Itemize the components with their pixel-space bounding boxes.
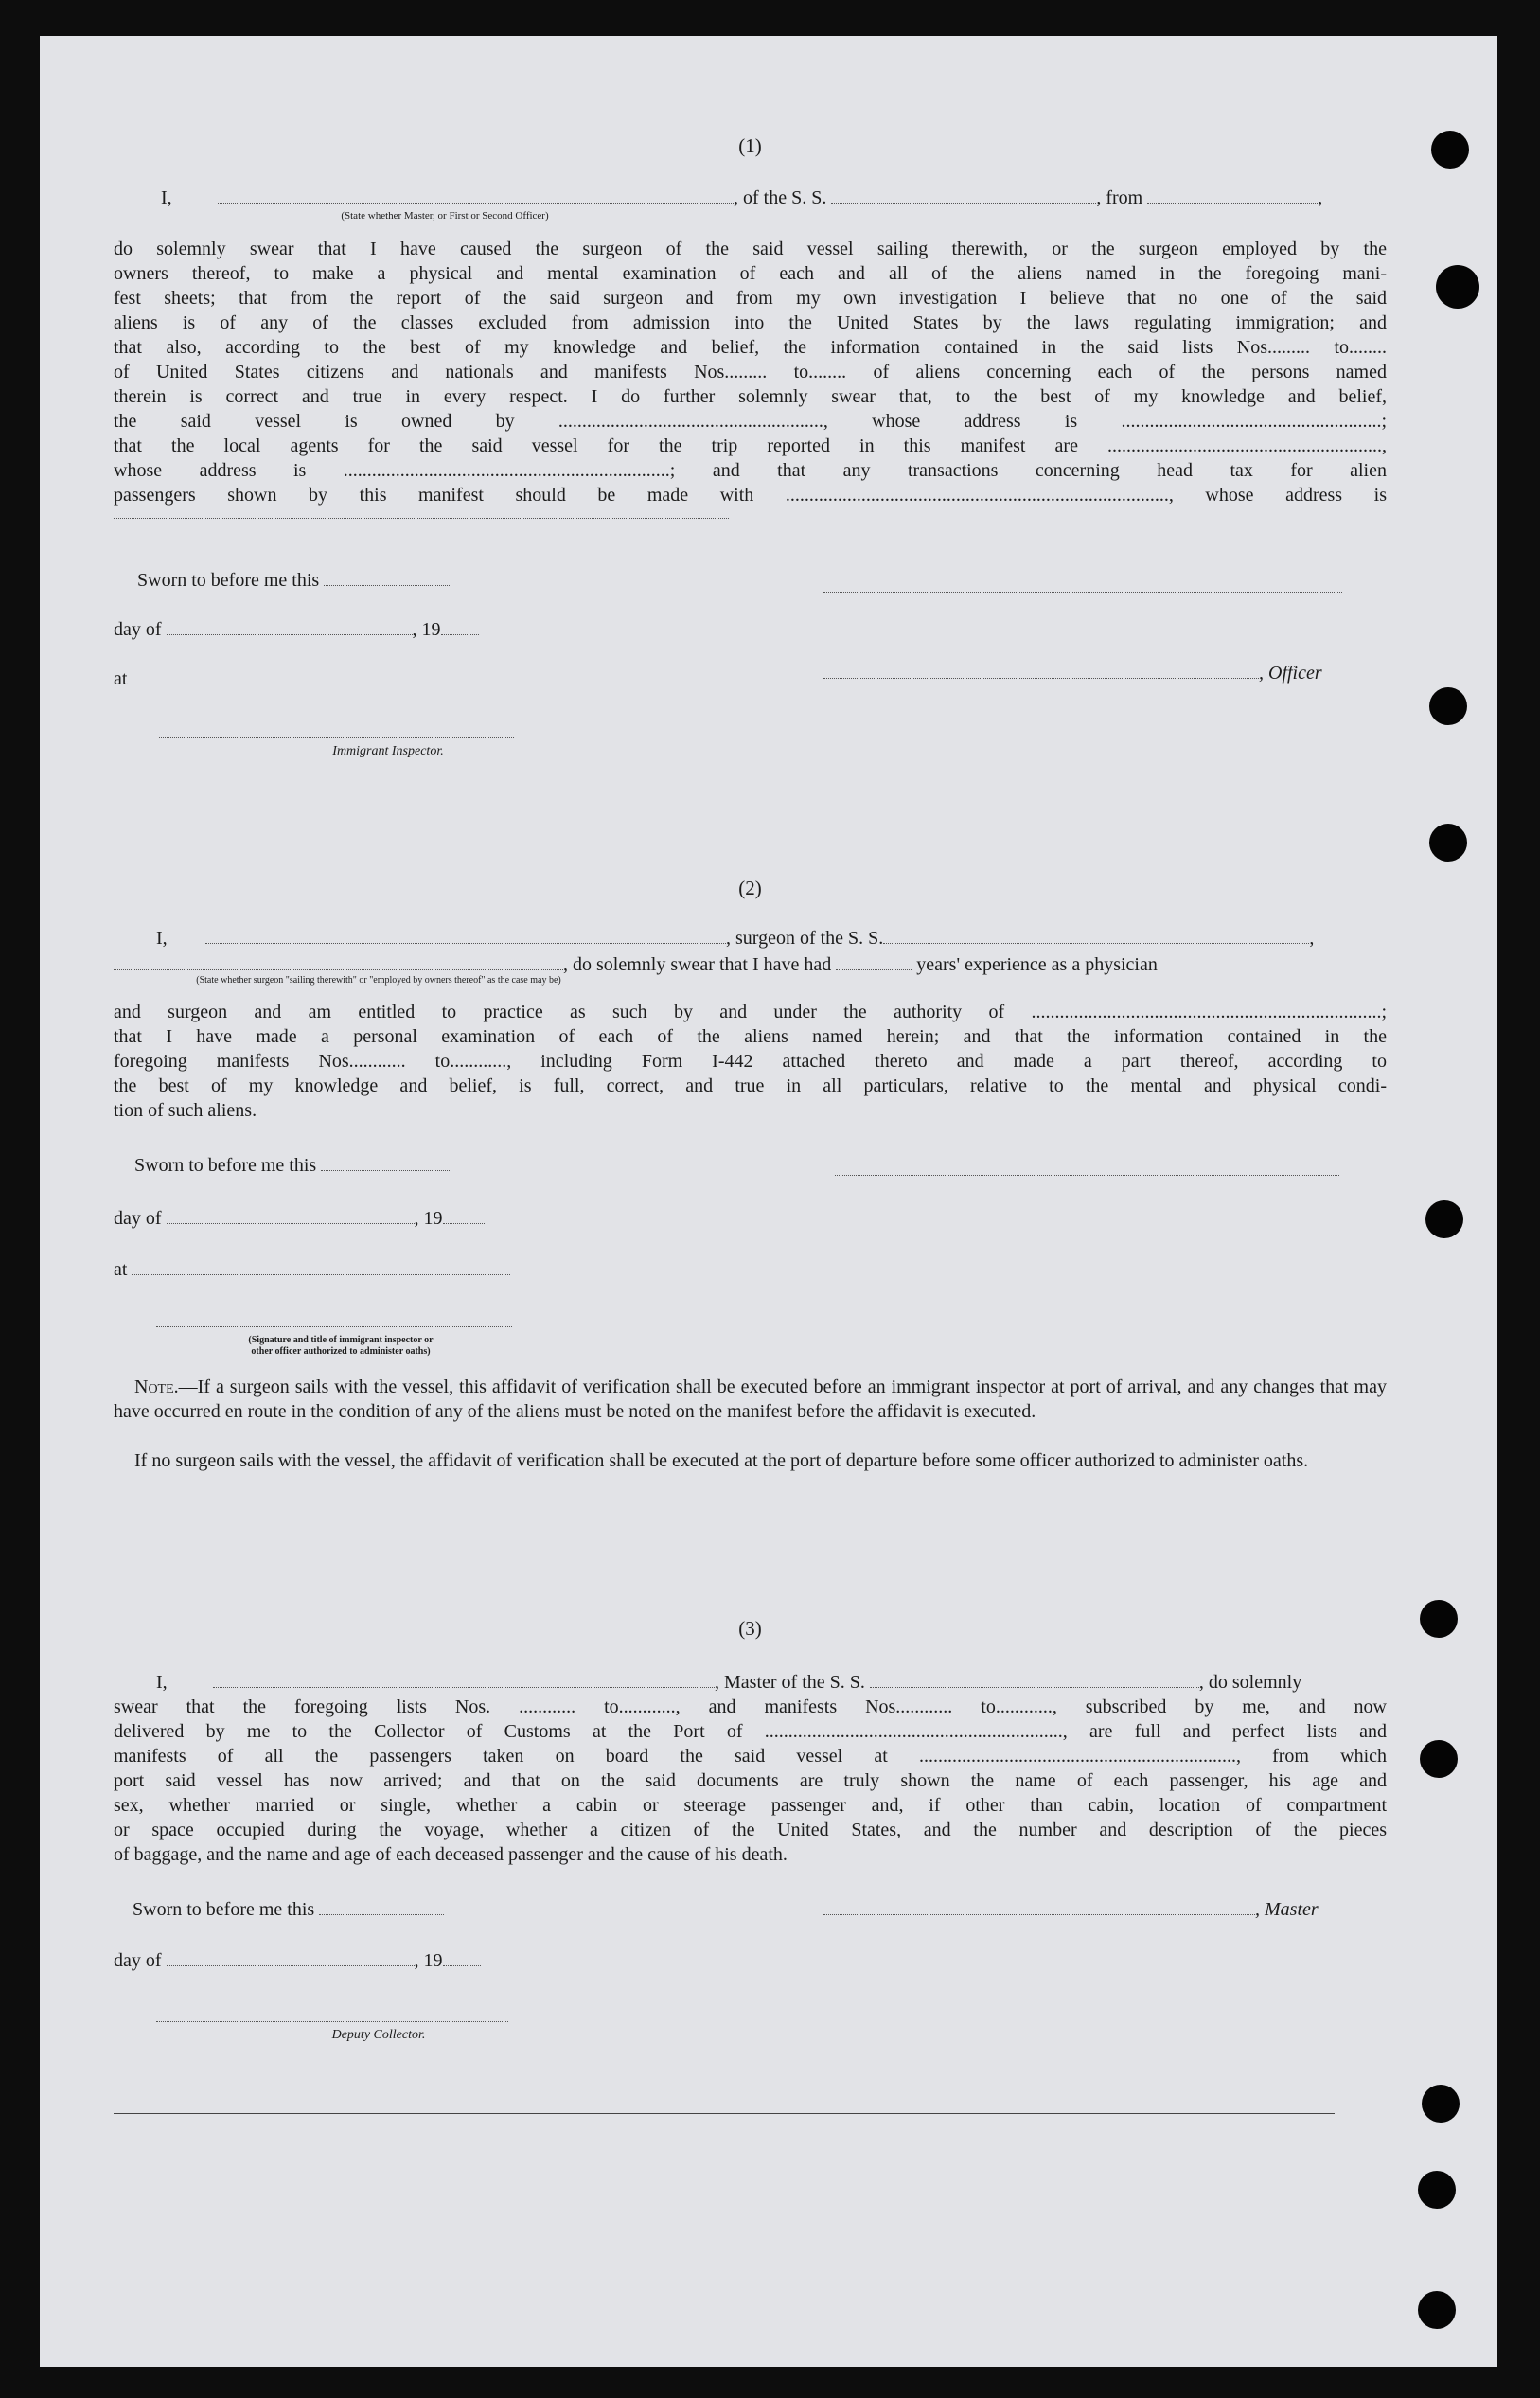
section-3-body-line: sex, whether married or single, whether a cabin or steerage passenger and, if other than cabin, location of compartment xyxy=(114,1795,1387,1816)
section-1-body-line: aliens is of any of the classes excluded from admission into the United States by the laws regulating immigration; and xyxy=(114,312,1387,333)
section-2-second-line xyxy=(114,952,1387,977)
section-3-body-line: port said vessel has now arrived; and that on the said documents are truly shown the name of each passenger, his age and xyxy=(114,1770,1387,1791)
place-field[interactable] xyxy=(132,666,515,684)
punch-hole xyxy=(1436,265,1479,309)
section-3-number: (3) xyxy=(738,1617,762,1640)
section-2-date xyxy=(114,1206,587,1231)
day-of-label: day of xyxy=(114,1950,162,1971)
section-2-body-line: and surgeon and am entitled to practice as such by and under the authority of ..........................................................................; xyxy=(114,1002,1387,1022)
form-page xyxy=(40,36,1497,2367)
section-1-officer-title xyxy=(823,661,1391,685)
section-2-physician-label: years' experience as a physician xyxy=(916,954,1158,975)
punch-hole xyxy=(1422,2085,1460,2123)
sworn-label: Sworn to before me this xyxy=(134,1155,317,1176)
signature-hint xyxy=(189,1335,492,1358)
section-1-body-line: do solemnly swear that I have caused the surgeon of the said vessel sailing therewith, or the surgeon employed by the xyxy=(114,239,1387,259)
officer-rank-hint: (State whether Master, or First or Second Officer) xyxy=(341,210,549,222)
section-1-body-line: that the local agents for the said vessel for the trip reported in this manifest are .........................................................., xyxy=(114,435,1387,456)
punch-hole xyxy=(1429,687,1467,725)
inspector-label: Immigrant Inspector. xyxy=(332,744,444,758)
inspector-signature-line[interactable] xyxy=(159,737,514,738)
section-1-ship-label: , of the S. S. xyxy=(734,187,827,208)
section-1-body-line: passengers shown by this manifest should be made with ................................................................................., whose address is xyxy=(114,485,1387,506)
section-2-body-line: the best of my knowledge and belief, is full, correct, and true in all particulars, relative to the mental and physical condi- xyxy=(114,1075,1387,1096)
year-label: , 19 xyxy=(412,619,441,640)
section-3-swear-label: , do solemnly xyxy=(1198,1672,1302,1693)
section-2-body-line: that I have made a personal examination of each of the aliens named herein; and that the information contained in the xyxy=(114,1026,1387,1047)
section-1-number: (1) xyxy=(738,134,762,157)
master-name-field[interactable] xyxy=(213,1670,715,1688)
year-label: , 19 xyxy=(414,1208,443,1229)
year-field[interactable] xyxy=(443,1948,481,1966)
section-3-sworn xyxy=(133,1897,511,1922)
note-paragraph xyxy=(114,1375,1387,1424)
section-3-body-line: swear that the foregoing lists Nos. ............ to............, and manifests Nos............ to............, subscribed by me, and now xyxy=(114,1696,1387,1717)
month-field[interactable] xyxy=(167,1206,415,1224)
officer-signature-line[interactable] xyxy=(823,591,1342,593)
section-3-first-line xyxy=(114,1670,1387,1695)
section-2-number: (2) xyxy=(738,877,762,899)
section-3-body-line: delivered by me to the Collector of Customs at the Port of ..............................................................., are full and perfect lists and xyxy=(114,1721,1387,1742)
officer-name-field[interactable] xyxy=(218,186,734,204)
section-2-first-line: I, , surgeon of the S. S. , xyxy=(114,926,1387,950)
surgeon-name-field[interactable] xyxy=(205,926,726,944)
section-1-date xyxy=(114,617,587,642)
year-field[interactable] xyxy=(443,1206,485,1224)
punch-hole xyxy=(1418,2171,1456,2209)
note-label: Note. xyxy=(134,1377,179,1397)
agent-address-field[interactable] xyxy=(114,517,729,519)
section-1-body-line: therein is correct and true in every respect. I do further solemnly swear that, to the best of my knowledge and belief, xyxy=(114,386,1387,407)
section-3-body-line: manifests of all the passengers taken on board the said vessel at ..................................................................., from which xyxy=(114,1746,1387,1767)
punch-hole xyxy=(1418,2291,1456,2329)
at-label: at xyxy=(114,668,128,689)
section-1-sworn xyxy=(137,568,516,593)
section-2-ship-label: , surgeon of the S. S. xyxy=(726,928,884,949)
master-label: , Master xyxy=(1255,1899,1319,1920)
day-of-label: day of xyxy=(114,619,162,640)
section-2-pronoun: I, xyxy=(156,928,168,949)
year-field[interactable] xyxy=(441,617,479,635)
section-2-body-line: foregoing manifests Nos............ to............, including Form I-442 attached thereto and made a part thereof, according to xyxy=(114,1051,1387,1072)
section-2-ship-field[interactable] xyxy=(883,926,1309,944)
section-3-ship-field[interactable] xyxy=(870,1670,1199,1688)
experience-years-field[interactable] xyxy=(836,952,912,970)
section-2-sworn xyxy=(134,1153,513,1178)
inspector-signature-line[interactable] xyxy=(156,1325,512,1327)
section-1-from-label: , from xyxy=(1096,187,1143,208)
section-3-date xyxy=(114,1948,587,1973)
month-field[interactable] xyxy=(167,617,413,635)
note-text: —If a surgeon sails with the vessel, this affidavit of verification shall be executed before an immigrant inspector at port of arrival, and any changes that may have occurred en route in the condition of any of the aliens must be noted on the manifest before the affidavit is executed. xyxy=(114,1377,1387,1422)
section-1-body-line: the said vessel is owned by ........................................................, whose address is .......................................................; xyxy=(114,411,1387,432)
section-3-master-sig xyxy=(823,1897,1391,1922)
month-field[interactable] xyxy=(167,1948,415,1966)
section-1-pronoun: I, xyxy=(161,187,172,208)
section-1-body-line: whose address is .....................................................................; and that any transactions concerning head tax for alien xyxy=(114,460,1387,481)
sworn-label: Sworn to before me this xyxy=(137,570,320,591)
sworn-label: Sworn to before me this xyxy=(133,1899,315,1920)
ship-name-field[interactable] xyxy=(831,186,1096,204)
master-signature-line[interactable] xyxy=(823,1897,1255,1915)
sworn-day-field[interactable] xyxy=(319,1897,444,1915)
signature-hint-line: other officer authorized to administer oaths) xyxy=(251,1346,431,1357)
punch-hole xyxy=(1420,1600,1458,1638)
note-paragraph-2: If no surgeon sails with the vessel, the affidavit of verification shall be executed at the port of departure before some officer authorized to administer oaths. xyxy=(134,1450,1309,1471)
section-1-body-line: fest sheets; that from the report of the said surgeon and from my own investigation I believe that no one of the said xyxy=(114,288,1387,309)
year-label: , 19 xyxy=(414,1950,443,1971)
section-1-place xyxy=(114,666,587,691)
sworn-day-field[interactable] xyxy=(324,568,451,586)
day-of-label: day of xyxy=(114,1208,162,1229)
section-3-ship-label: , Master of the S. S. xyxy=(715,1672,865,1693)
section-2-body-line: tion of such aliens. xyxy=(114,1100,257,1121)
place-field[interactable] xyxy=(132,1257,510,1275)
punch-hole xyxy=(1431,131,1469,169)
section-1-first-line: I, , of the S. S. , from , xyxy=(114,186,1387,210)
section-1-body-line: of United States citizens and nationals and manifests Nos......... to........ of aliens concerning each of the persons named xyxy=(114,362,1387,382)
punch-hole xyxy=(1420,1740,1458,1778)
section-1-body-line: owners thereof, to make a physical and mental examination of each and all of the aliens named in the foregoing mani- xyxy=(114,263,1387,284)
section-3-body-line: of baggage, and the name and age of each deceased passenger and the cause of his death. xyxy=(114,1844,788,1865)
punch-hole xyxy=(1429,824,1467,862)
section-3-body-line: or space occupied during the voyage, whether a citizen of the United States, and the number and description of the pieces xyxy=(114,1820,1387,1840)
section-1-body-line: that also, according to the best of my knowledge and belief, the information contained in the said lists Nos......... to........ xyxy=(114,337,1387,358)
section-2-swear-label: , do solemnly swear that I have had xyxy=(563,954,832,975)
signature-hint-line: (Signature and title of immigrant inspector or xyxy=(248,1335,434,1345)
section-3-pronoun: I, xyxy=(156,1672,168,1693)
punch-hole xyxy=(1425,1200,1463,1238)
surgeon-signature-line[interactable] xyxy=(835,1174,1339,1176)
surgeon-status-hint: (State whether surgeon "sailing therewith" or "employed by owners thereof" as the case may be) xyxy=(196,975,561,986)
collector-label: Deputy Collector. xyxy=(331,2028,426,2042)
sworn-day-field[interactable] xyxy=(321,1153,451,1171)
officer-label: , Officer xyxy=(1259,663,1322,684)
at-label: at xyxy=(114,1259,128,1280)
officer-title-line[interactable] xyxy=(823,661,1259,679)
bottom-rule xyxy=(114,2113,1335,2114)
departure-port-field[interactable] xyxy=(1147,186,1318,204)
collector-signature-line[interactable] xyxy=(156,2020,508,2022)
surgeon-status-field[interactable] xyxy=(114,952,563,970)
section-2-place xyxy=(114,1257,587,1282)
